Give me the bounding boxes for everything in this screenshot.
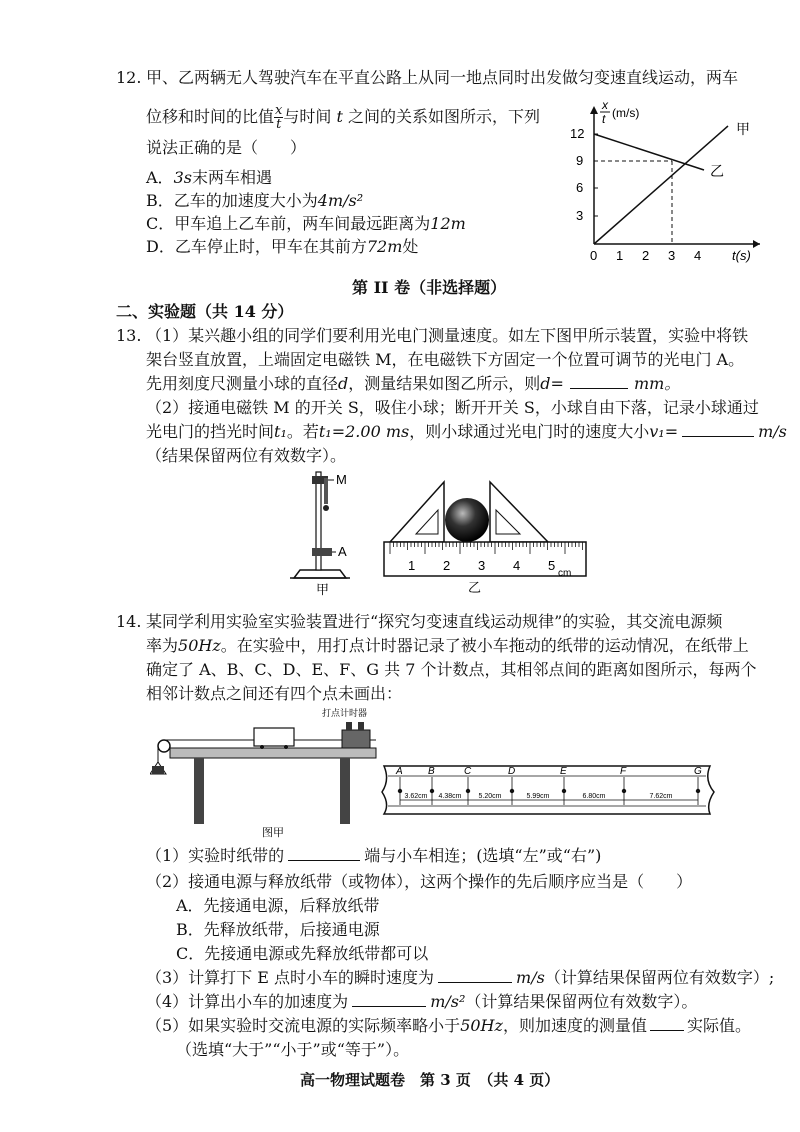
iron-stand-figure	[286, 466, 366, 596]
paper-tape-figure	[380, 760, 720, 818]
q12-stem-line3: 说法正确的是（ ）	[146, 138, 307, 157]
q12-stem-text: 与时间	[283, 107, 332, 126]
ruler-number: 5	[548, 558, 556, 573]
tape-distance-label: 4.38cm	[438, 793, 462, 800]
q13-var: d=	[540, 374, 564, 393]
q13-text: 光电门的挡光时间	[146, 422, 275, 441]
option-value: 12m	[430, 214, 466, 233]
ruler-unit: cm	[558, 568, 572, 579]
tape-distance-label: 5.99cm	[526, 793, 550, 800]
q13-number: 13.	[116, 326, 142, 345]
tape-point-label: F	[620, 766, 627, 777]
q13-line4: （2）接通电磁铁 M 的开关 S，吸住小球；断开开关 S，小球自由下落，记录小球通过	[146, 398, 759, 417]
q14-sub5-hint: （选填“大于”“小于”或“等于”）。	[176, 1040, 410, 1059]
x-tick-label: 3	[668, 248, 676, 263]
tape-distance-label: 6.80cm	[582, 793, 606, 800]
option-text: 乙车的加速度大小为	[173, 191, 318, 210]
caption-yi: 乙	[468, 580, 482, 595]
q14-sub1	[146, 846, 601, 866]
q14-sub2-option-a[interactable]: A．先接通电源，后释放纸带	[176, 896, 380, 915]
q13-text: ，则小球通过光电门时的速度大小	[409, 422, 650, 441]
table-leg-left	[194, 758, 204, 824]
option-text: 末两车相遇	[191, 168, 272, 187]
q13-text: ，测量结果如图乙所示，则	[348, 374, 541, 393]
option-value: 3s	[173, 168, 192, 187]
option-value: 72m	[366, 237, 403, 256]
q14-text: ，则加速度的测量值	[502, 1016, 647, 1035]
option-letter: B．	[146, 191, 174, 210]
option-letter: C．	[146, 214, 175, 233]
q12-number: 12.	[116, 68, 142, 87]
ball	[445, 498, 489, 542]
q12-stem-line2	[146, 104, 540, 131]
label-jia: 甲	[736, 121, 750, 137]
tape-point-label: A	[396, 766, 403, 777]
q13-var: d	[338, 374, 349, 393]
q12-option-c[interactable]	[146, 214, 466, 234]
y-tick-label: 9	[576, 153, 584, 168]
q13-line3	[146, 374, 680, 394]
ruler-number: 3	[478, 558, 486, 573]
y-axis-arrow	[590, 106, 598, 114]
q13-value: t₁=2.00 ms	[318, 422, 410, 441]
option-value: 4m/s²	[317, 191, 364, 210]
q12-option-b[interactable]	[146, 191, 363, 211]
label-m: M	[336, 472, 347, 487]
option-text: 处	[402, 237, 419, 256]
q14-text: （计算结果保留两位有效数字）。	[465, 992, 698, 1011]
q12-stem-var: t	[336, 107, 343, 126]
tape-point-label: C	[464, 766, 472, 777]
x-tick-label: 1	[616, 248, 624, 263]
q14-text: 率为	[146, 636, 179, 655]
q12-graph	[560, 98, 770, 266]
y-tick-label: 3	[576, 208, 584, 223]
y-axis-label-t: t	[602, 112, 606, 126]
q13-text: 先用刻度尺测量小球的直径	[146, 374, 339, 393]
q14-text: （5）如果实验时交流电源的实际频率略小于	[146, 1016, 461, 1035]
cart-wheel	[284, 745, 288, 749]
x-axis-arrow	[753, 240, 760, 248]
q13-line1: （1）某兴趣小组的同学们要利用光电门测量速度。如左下图甲所示装置，实验中将铁	[146, 326, 749, 345]
stand-base	[294, 570, 346, 578]
ruler-figure	[380, 472, 592, 598]
page-footer: 高一物理试题卷 第 3 页 （共 4 页）	[300, 1071, 560, 1089]
ticker-timer	[342, 730, 370, 748]
y-axis-unit: (m/s)	[612, 106, 640, 120]
tape-point-label: D	[508, 766, 516, 777]
cart-apparatus-figure	[150, 704, 382, 840]
photogate-a	[312, 548, 332, 556]
q13-text: 。若	[286, 422, 319, 441]
section-heading: 二、实验题（共 14 分）	[116, 302, 294, 321]
tape-point-label: E	[560, 766, 567, 777]
q13-var: v₁=	[649, 422, 679, 441]
line-yi	[594, 134, 704, 170]
q14-sub4	[146, 992, 697, 1012]
tape-point-label: G	[694, 766, 702, 777]
answer-blank-compare[interactable]	[650, 1016, 684, 1031]
q14-line4: 相邻计数点之间还有四个点未画出：	[146, 684, 403, 703]
small-ball	[323, 505, 329, 511]
tape-distance-label: 7.62cm	[649, 793, 673, 800]
option-text: 甲车追上乙车前，两车间最远距离为	[174, 214, 431, 233]
fraction-denominator: t	[276, 117, 282, 132]
option-text: 乙车停止时，甲车在其前方	[174, 237, 367, 256]
x-tick-label: 2	[642, 248, 650, 263]
ruler-number: 4	[513, 558, 521, 573]
timer-label: 打点计时器	[322, 708, 368, 718]
q14-sub2-option-c[interactable]: C．先接通电源或先释放纸带都可以	[176, 944, 429, 963]
q14-unit: m/s²	[430, 992, 466, 1011]
q14-text: （3）计算打下 E 点时小车的瞬时速度为	[146, 968, 435, 987]
x-axis-label: t(s)	[732, 248, 751, 263]
x-tick-label: 4	[694, 248, 702, 263]
answer-blank-d[interactable]	[570, 374, 628, 389]
q13-line5	[146, 422, 787, 442]
q14-text: 实际值。	[686, 1016, 751, 1035]
q14-text: 端与小车相连；(选填“左”或“右”)	[364, 846, 602, 865]
caption-jia: 甲	[316, 582, 330, 596]
q14-line2	[146, 636, 749, 656]
q13-var: t₁	[274, 422, 287, 441]
option-letter: D．	[146, 237, 175, 256]
tape-distance-label: 5.20cm	[478, 793, 502, 800]
fraction-numerator: x	[275, 103, 283, 118]
timer-terminal	[346, 722, 352, 730]
q14-unit: m/s	[516, 968, 545, 987]
y-tick-label: 12	[570, 126, 585, 141]
q14-value: 50Hz	[178, 636, 221, 655]
q13-line2: 架台竖直放置，上端固定电磁铁 M，在电磁铁下方固定一个位置可调节的光电门 A。	[146, 350, 745, 369]
timer-terminal	[358, 722, 364, 730]
q14-line1: 某同学利用实验室实验装置进行“探究匀变速直线运动规律”的实验，其交流电源频	[146, 612, 723, 631]
ruler-number: 2	[443, 558, 451, 573]
q14-sub2-option-b[interactable]: B．先释放纸带，后接通电源	[176, 920, 380, 939]
x-over-t-fraction	[274, 104, 283, 131]
hanging-weight	[152, 766, 164, 774]
cart	[254, 728, 294, 746]
q12-stem-line1: 甲、乙两辆无人驾驶汽车在平直公路上从同一地点同时出发做匀变速直线运动，两车	[146, 68, 739, 87]
q14-text: （4）计算出小车的加速度为	[146, 992, 349, 1011]
q14-text: （1）实验时纸带的	[146, 846, 285, 865]
label-yi: 乙	[710, 163, 724, 179]
q14-text: （计算结果保留两位有效数字）;	[544, 968, 775, 987]
y-tick-label: 6	[576, 180, 584, 195]
q13-unit: m/s	[758, 422, 787, 441]
q12-option-a[interactable]	[146, 168, 272, 188]
answer-blank-a[interactable]	[352, 992, 426, 1007]
line-jia	[594, 126, 728, 244]
q14-number: 14.	[116, 612, 142, 631]
cart-wheel	[260, 745, 264, 749]
tape-point-label: B	[428, 766, 435, 777]
answer-blank-ve[interactable]	[438, 968, 512, 983]
label-a: A	[338, 544, 347, 559]
q13-unit: mm。	[633, 374, 681, 393]
fig-caption: 图甲	[262, 827, 284, 839]
q14-value: 50Hz	[460, 1016, 503, 1035]
option-letter: A．	[146, 168, 174, 187]
y-axis-label-x: x	[602, 98, 608, 112]
q12-stem-text: 位移和时间的比值	[146, 107, 275, 126]
q13-line6: （结果保留两位有效数字）。	[146, 446, 347, 465]
tape-distance-label: 3.62cm	[404, 793, 428, 800]
table-leg-right	[340, 758, 350, 824]
q14-sub2: （2）接通电源与释放纸带（或物体），这两个操作的先后顺序应当是（ ）	[146, 872, 693, 891]
q12-option-d[interactable]	[146, 237, 418, 257]
pulley	[158, 740, 170, 752]
electromagnet-m	[324, 478, 328, 504]
ruler-number: 1	[408, 558, 416, 573]
table-top	[170, 748, 376, 758]
x-tick-label: 0	[590, 248, 598, 263]
q12-stem-text: 之间的关系如图所示，下列	[348, 107, 541, 126]
answer-blank-v1[interactable]	[682, 422, 754, 437]
answer-blank-tape-end[interactable]	[288, 846, 360, 861]
q14-sub3	[146, 968, 774, 988]
q14-sub5	[146, 1016, 751, 1036]
volume-title: 第 II 卷（非选择题）	[352, 278, 507, 297]
q14-line3: 确定了 A、B、C、D、E、F、G 共 7 个计数点，其相邻点间的距离如图所示，每两个	[146, 660, 757, 679]
q14-text: 。在实验中，用打点计时器记录了被小车拖动的纸带的运动情况，在纸带上	[220, 636, 749, 655]
